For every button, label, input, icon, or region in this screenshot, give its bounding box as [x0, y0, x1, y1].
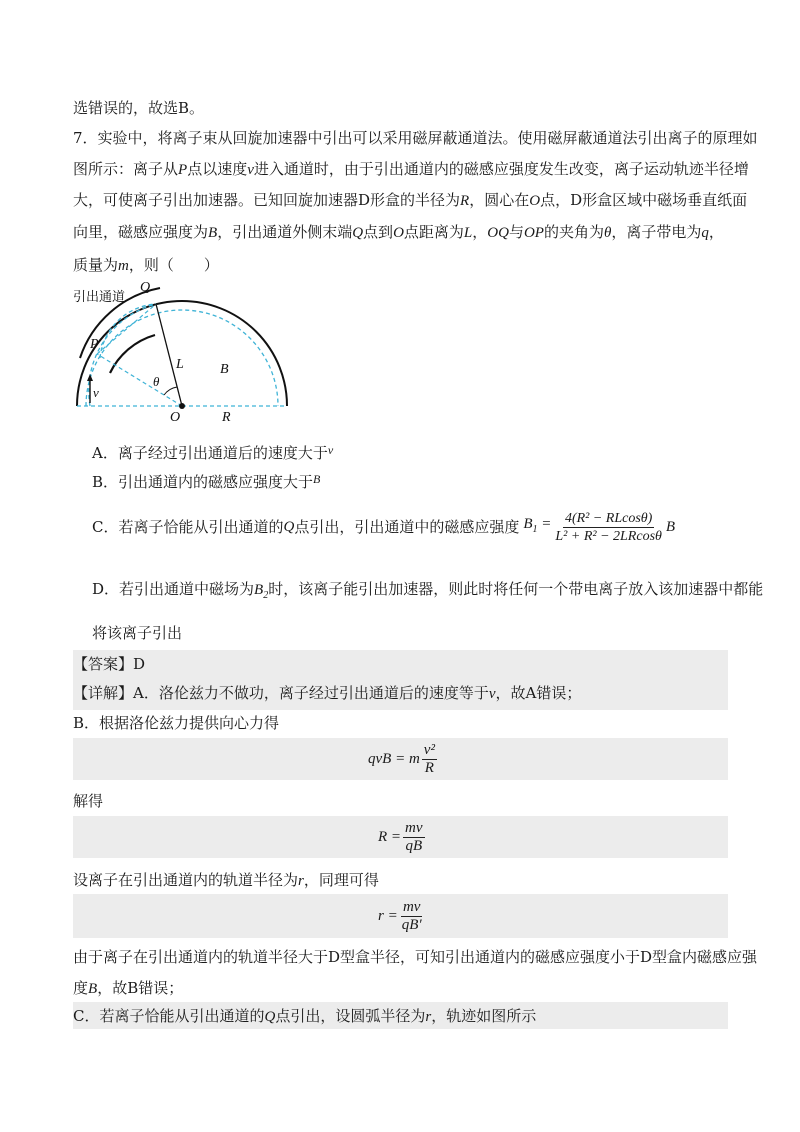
velocity-arrowhead [87, 374, 93, 381]
label-O: O [170, 410, 181, 425]
label-v: v [93, 385, 99, 400]
detail-a-line: 【详解】A．洛伦兹力不做功，离子经过引出通道后的速度等于v，故A错误； [73, 684, 582, 702]
answer-line: 【答案】D [73, 655, 146, 673]
solve-label: 解得 [73, 792, 104, 810]
label-theta: θ [153, 374, 160, 389]
detail-b-intro: B．根据洛伦兹力提供向心力得 [73, 714, 280, 732]
question-7-line-5: 质量为m，则（ ） [73, 256, 219, 274]
option-B[interactable]: B．引出通道内的磁感应强度大于$^B$ [92, 472, 321, 491]
conclusion-line-1: 由于离子在引出通道内的轨道半径大于D型盒半径，可知引出通道内的磁感应强度小于D型盒内磁感应强 [73, 948, 758, 966]
question-7-line-1: 7．实验中，将离子束从回旋加速器中引出可以采用磁屏蔽通道法。使用磁屏蔽通道法引出离子的原理如 [73, 129, 758, 147]
line-PQ [97, 304, 156, 354]
line-OP [97, 354, 182, 406]
cyclotron-figure [60, 278, 300, 428]
label-P: P [90, 337, 99, 352]
prev-answer-line: 选错误的，故选B。 [73, 99, 205, 117]
theta-arc [164, 387, 177, 395]
conclusion-line-2: 度B，故B错误； [73, 979, 184, 997]
label-B: B [220, 362, 229, 377]
label-R: R [222, 410, 231, 425]
option-C[interactable]: C．若离子恰能从引出通道的 Q 点引出，引出通道中的磁感应强度 $B_1$ = $\frac{\text{4(R² − RLcosθ)}}{\text{L² + R² − 2LRcosθ}}$ B [92, 510, 676, 544]
option-A[interactable]: A．离子经过引出通道后的速度大于$^v$ [92, 443, 334, 462]
formula-qvB: qvB = m $\frac{\text{v²}}{R}$ [368, 741, 435, 776]
question-7-line-3: 大，可使离子引出加速器。已知回旋加速器D形盒的半径为R，圆心在O点，D形盒区域中磁场垂直纸面 [73, 191, 748, 209]
label-L: L [176, 357, 184, 372]
label-Q: Q [140, 280, 151, 295]
option-D-continued: 将该离子引出 [92, 624, 183, 642]
center-O-dot [179, 403, 185, 409]
d-shape-inner-arc [110, 335, 155, 373]
question-7-line-4: 向里，磁感应强度为B，引出通道外侧末端Q点到O点距离为L，OQ与OP的夹角为θ，离子带电为q， [73, 223, 724, 241]
option-D[interactable]: D．若引出通道中磁场为$B_2$时，该离子能引出加速器，则此时将任何一个带电离子放入该加速器中都能 [92, 580, 764, 601]
formula-r: r = $\frac{mv}{qB'}$ [378, 898, 422, 933]
formula-R: R = $\frac{mv}{qB}$ [378, 819, 423, 854]
option-C-fraction: $\frac{\text{4(R² − RLcosθ)}}{\text{L² + R² − 2LRcosθ}}$ [555, 510, 662, 544]
label-channel: 引出通道 [73, 290, 126, 305]
d-shape-outer [77, 301, 287, 406]
detail-c-intro: C．若离子恰能从引出通道的Q点引出，设圆弧半径为r，轨迹如图所示 [73, 1007, 537, 1025]
question-7-line-2: 图所示：离子从P点以速度v进入通道时，由于引出通道内的磁感应强度发生改变，离子运动轨迹半径增 [73, 160, 749, 178]
set-r-line: 设离子在引出通道内的轨道半径为r，同理可得 [73, 871, 379, 889]
